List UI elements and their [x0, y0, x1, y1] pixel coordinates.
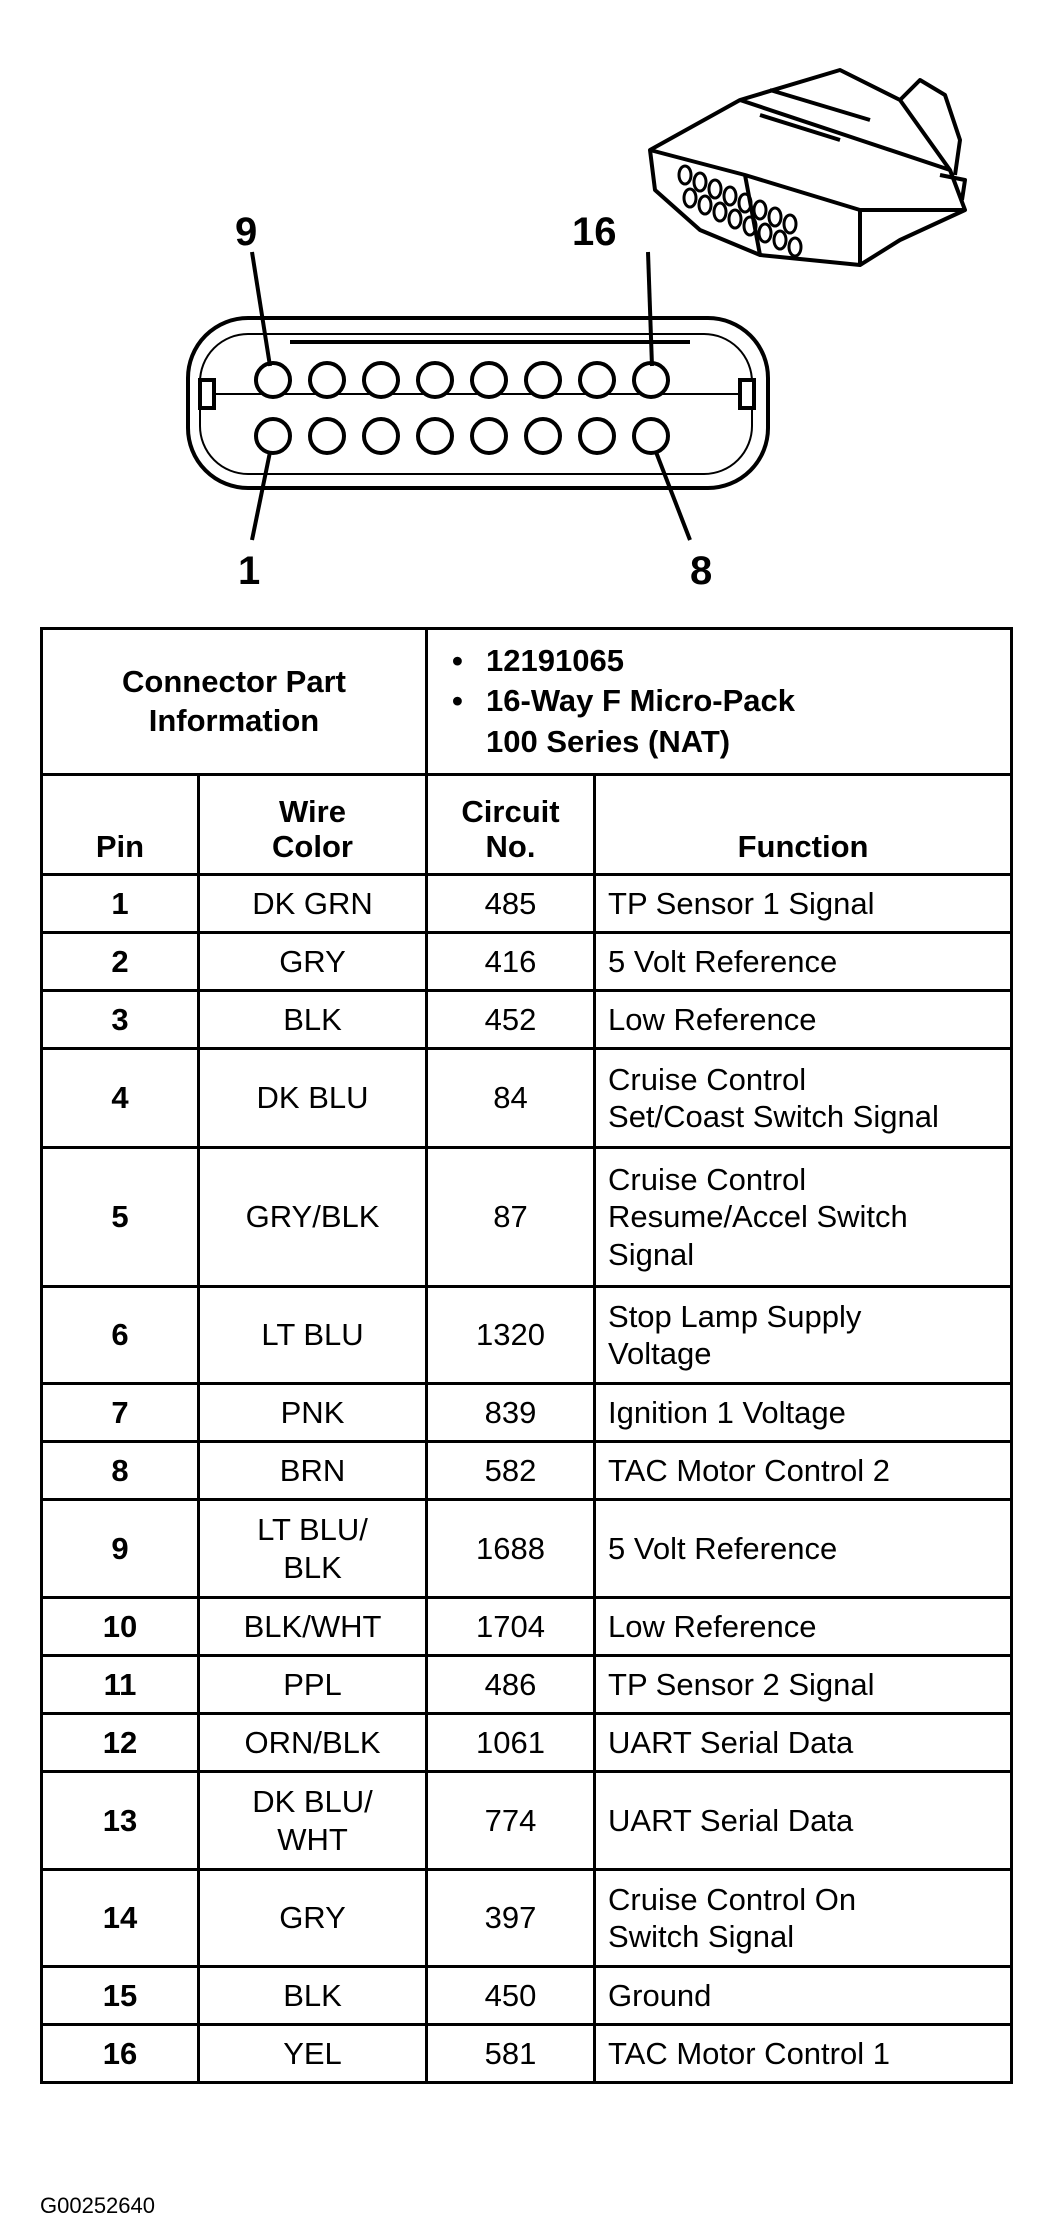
function-cell: Cruise Control Set/Coast Switch Signal [595, 1049, 1012, 1148]
pin-hole-12 [418, 363, 452, 397]
pin-cell: 11 [42, 1656, 199, 1714]
pin-hole-2 [310, 419, 344, 453]
pin-hole-6 [526, 419, 560, 453]
pin-label-16: 16 [572, 210, 617, 254]
pin-cell: 10 [42, 1598, 199, 1656]
pin-label-8: 8 [690, 549, 713, 593]
pin-cell: 8 [42, 1442, 199, 1500]
connector-info-label [42, 629, 427, 775]
function-cell: Cruise Control On Switch Signal [595, 1870, 1012, 1967]
header-pin: Pin [42, 775, 199, 875]
function-cell: Low Reference [595, 1598, 1012, 1656]
figure-id: G00252640 [40, 2193, 155, 2218]
wire-color-cell: LT BLU/ BLK [199, 1500, 427, 1598]
function-cell: 5 Volt Reference [595, 1500, 1012, 1598]
circuit-cell: 416 [427, 933, 595, 991]
pin-hole-1 [256, 419, 290, 453]
pin-cell: 3 [42, 991, 199, 1049]
pin-hole-15 [580, 363, 614, 397]
pin-cell: 7 [42, 1384, 199, 1442]
table-row [42, 991, 1012, 1049]
wire-color-cell: BLK [199, 1967, 427, 2025]
function-cell: TAC Motor Control 1 [595, 2025, 1012, 2083]
pin-hole-11 [364, 363, 398, 397]
pin-label-1: 1 [238, 549, 261, 593]
pin-hole-14 [526, 363, 560, 397]
header-function: Function [595, 775, 1012, 875]
table-row [42, 933, 1012, 991]
table-row [42, 875, 1012, 933]
function-cell: Ground [595, 1967, 1012, 2025]
circuit-cell: 486 [427, 1656, 595, 1714]
pin-cell: 14 [42, 1870, 199, 1967]
circuit-cell: 485 [427, 875, 595, 933]
wire-color-cell: BLK/WHT [199, 1598, 427, 1656]
table-row [42, 1714, 1012, 1772]
pin-label-9: 9 [235, 210, 258, 254]
connector-info-items [427, 629, 1012, 775]
circuit-cell: 581 [427, 2025, 595, 2083]
wire-color-cell: LT BLU [199, 1287, 427, 1384]
wire-color-cell: ORN/BLK [199, 1714, 427, 1772]
circuit-cell: 1061 [427, 1714, 595, 1772]
pin-cell: 13 [42, 1772, 199, 1870]
pin-rows [42, 875, 1012, 2083]
header-circuit-no: Circuit No. [427, 775, 595, 875]
connector-diagram [0, 0, 1055, 620]
connector-face [188, 318, 768, 488]
pin-cell: 5 [42, 1148, 199, 1287]
circuit-cell: 1704 [427, 1598, 595, 1656]
wire-color-cell: PNK [199, 1384, 427, 1442]
connector-info-row [42, 629, 1012, 775]
wire-color-cell: BLK [199, 991, 427, 1049]
circuit-cell: 839 [427, 1384, 595, 1442]
wire-color-cell: PPL [199, 1656, 427, 1714]
table-row [42, 1500, 1012, 1598]
pin-hole-9 [256, 363, 290, 397]
header-wire-color: Wire Color [199, 775, 427, 875]
circuit-cell: 450 [427, 1967, 595, 2025]
function-cell: TP Sensor 2 Signal [595, 1656, 1012, 1714]
table-row [42, 1870, 1012, 1967]
table-row [42, 1049, 1012, 1148]
pin-hole-16 [634, 363, 668, 397]
function-cell: Ignition 1 Voltage [595, 1384, 1012, 1442]
wire-color-cell: DK BLU [199, 1049, 427, 1148]
table-row [42, 1384, 1012, 1442]
circuit-cell: 84 [427, 1049, 595, 1148]
wire-color-cell: GRY/BLK [199, 1148, 427, 1287]
pin-cell: 1 [42, 875, 199, 933]
table-row [42, 1656, 1012, 1714]
circuit-cell: 582 [427, 1442, 595, 1500]
pin-cell: 2 [42, 933, 199, 991]
table-row [42, 1287, 1012, 1384]
pin-table [40, 627, 1013, 2084]
pin-cell: 6 [42, 1287, 199, 1384]
circuit-cell: 452 [427, 991, 595, 1049]
column-headers [42, 775, 1012, 875]
wire-color-cell: DK GRN [199, 875, 427, 933]
circuit-cell: 397 [427, 1870, 595, 1967]
pin-hole-7 [580, 419, 614, 453]
function-cell: 5 Volt Reference [595, 933, 1012, 991]
pin-cell: 9 [42, 1500, 199, 1598]
table-row [42, 1148, 1012, 1287]
pin-hole-5 [472, 419, 506, 453]
pin-hole-4 [418, 419, 452, 453]
pin-hole-8 [634, 419, 668, 453]
wire-color-cell: GRY [199, 933, 427, 991]
pin-cell: 12 [42, 1714, 199, 1772]
function-cell: UART Serial Data [595, 1772, 1012, 1870]
part-number: • 12191065 [486, 641, 1010, 681]
wire-color-cell: YEL [199, 2025, 427, 2083]
pin-cell: 4 [42, 1049, 199, 1148]
function-cell: Low Reference [595, 991, 1012, 1049]
circuit-cell: 1688 [427, 1500, 595, 1598]
pin-holes [256, 363, 668, 453]
function-cell: TP Sensor 1 Signal [595, 875, 1012, 933]
connector-info-label-text: Connector Part Information [122, 663, 346, 738]
pin-hole-13 [472, 363, 506, 397]
circuit-cell: 87 [427, 1148, 595, 1287]
connector-type: • 16-Way F Micro-Pack 100 Series (NAT) [486, 681, 1010, 762]
connector-3d-illustration [650, 70, 965, 265]
pin-hole-10 [310, 363, 344, 397]
function-cell: Cruise Control Resume/Accel Switch Signal [595, 1148, 1012, 1287]
function-cell: TAC Motor Control 2 [595, 1442, 1012, 1500]
table-row [42, 1442, 1012, 1500]
table-row [42, 1598, 1012, 1656]
circuit-cell: 1320 [427, 1287, 595, 1384]
pin-cell: 16 [42, 2025, 199, 2083]
pin-cell: 15 [42, 1967, 199, 2025]
wire-color-cell: DK BLU/ WHT [199, 1772, 427, 1870]
table-row [42, 1967, 1012, 2025]
table-row [42, 1772, 1012, 1870]
table-row [42, 2025, 1012, 2083]
function-cell: UART Serial Data [595, 1714, 1012, 1772]
wire-color-cell: BRN [199, 1442, 427, 1500]
wire-color-cell: GRY [199, 1870, 427, 1967]
function-cell: Stop Lamp Supply Voltage [595, 1287, 1012, 1384]
circuit-cell: 774 [427, 1772, 595, 1870]
pin-hole-3 [364, 419, 398, 453]
